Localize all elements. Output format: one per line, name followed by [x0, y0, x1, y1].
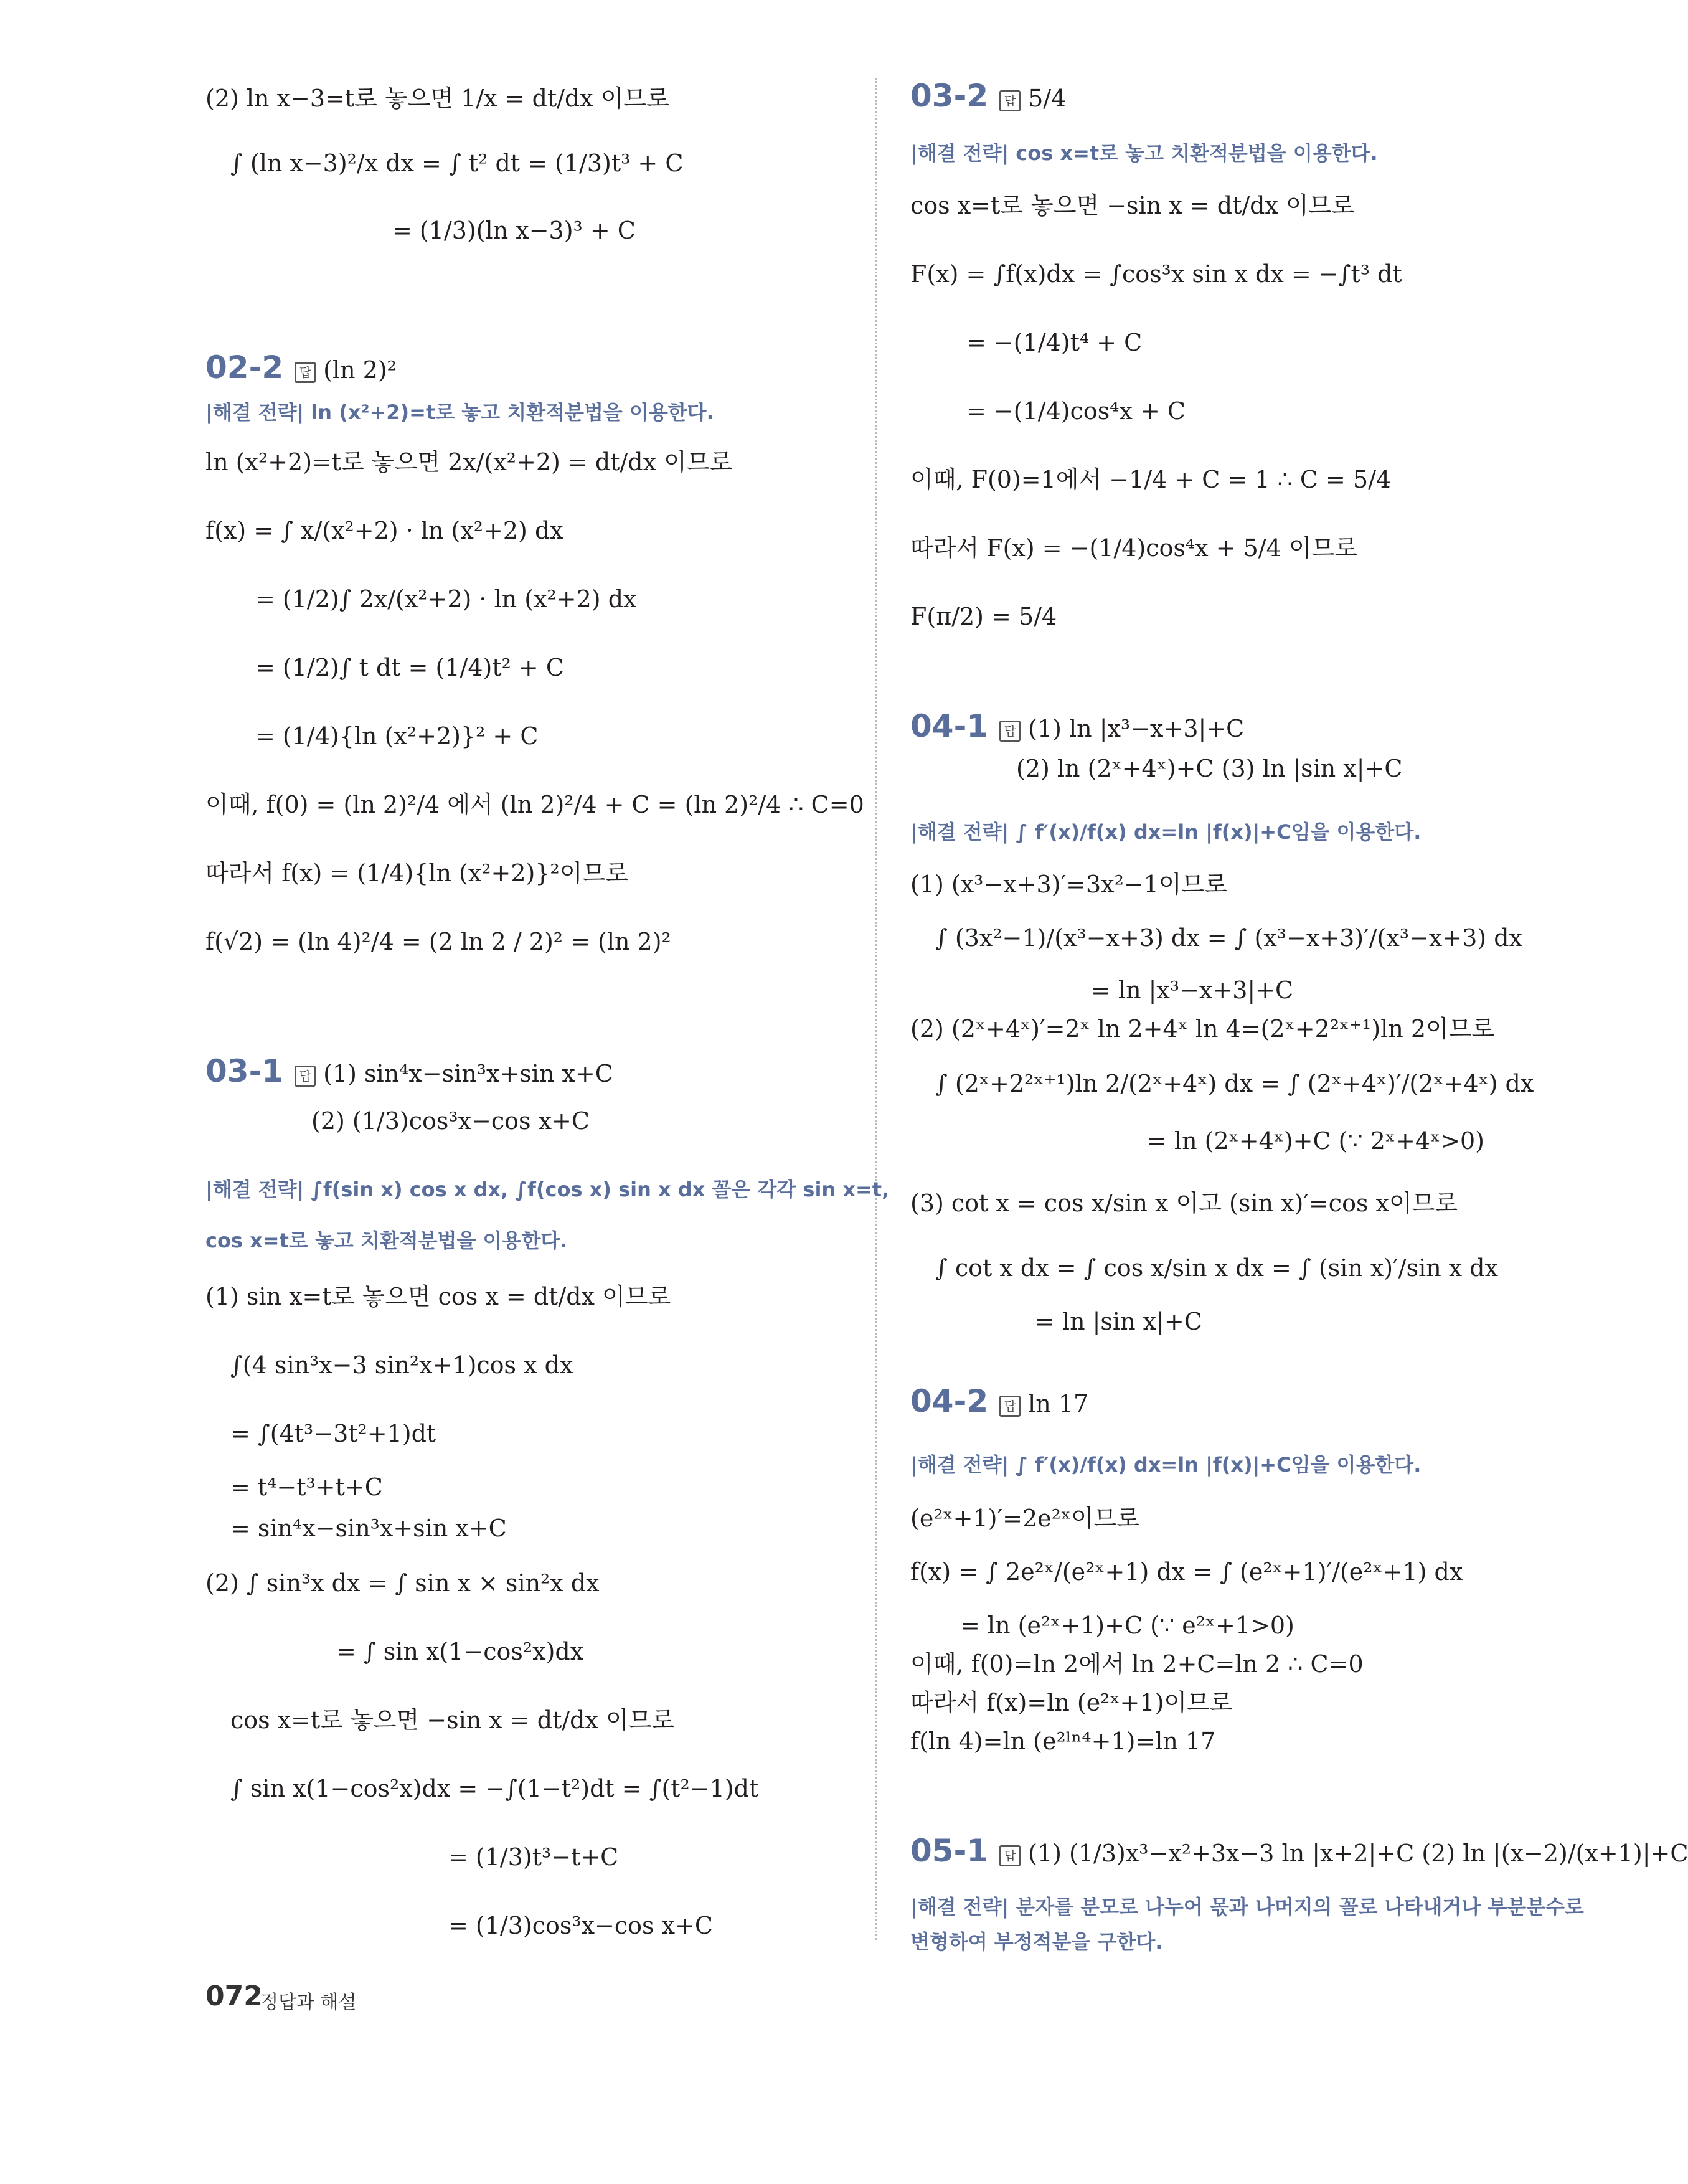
line: = −(1/4)cos⁴x + C: [966, 397, 1186, 425]
line: cos x=t로 놓으면 −sin x = dt/dx 이므로: [230, 1706, 675, 1734]
line: f(ln 4)=ln (e²ˡⁿ⁴+1)=ln 17: [910, 1728, 1216, 1755]
line: ∫ cot x dx = ∫ cos x/sin x dx = ∫ (sin x)′/sin x dx: [935, 1254, 1499, 1282]
line: = (1/2)∫ t dt = (1/4)t² + C: [255, 654, 564, 681]
section-number: 03-2: [910, 78, 989, 114]
line: = ∫(4t³−3t²+1)dt: [230, 1420, 436, 1447]
section-04-1-header: [910, 707, 1244, 747]
answer-icon: 답: [295, 1066, 316, 1087]
line: 이때, F(0)=1에서 −1/4 + C = 1 ∴ C = 5/4: [910, 466, 1392, 493]
line: 따라서 f(x) = (1/4){ln (x²+2)}²이므로: [205, 859, 628, 887]
line: = sin⁴x−sin³x+sin x+C: [230, 1515, 507, 1542]
answer: ln 17: [1028, 1390, 1089, 1417]
p1-line-1: (2) ln x−3=t로 놓으면 1/x = dt/dx 이므로: [205, 85, 669, 112]
answer-icon: 답: [999, 1845, 1021, 1866]
line: = (1/2)∫ 2x/(x²+2) · ln (x²+2) dx: [255, 585, 637, 613]
line: (1) (x³−x+3)′=3x²−1이므로: [910, 871, 1227, 898]
line: F(π/2) = 5/4: [910, 603, 1057, 630]
line: (2) ∫ sin³x dx = ∫ sin x × sin²x dx: [205, 1569, 600, 1597]
p1-line-2: ∫ (ln x−3)²/x dx = ∫ t² dt = (1/3)t³ + C: [230, 149, 684, 177]
line: f(√2) = (ln 4)²/4 = (2 ln 2 / 2)² = (ln 2)²: [205, 928, 671, 955]
answer: (1) (1/3)x³−x²+3x−3 ln |x+2|+C (2) ln |(x−2)/(x+1)|+C: [1028, 1840, 1688, 1867]
line: ∫(4 sin³x−3 sin²x+1)cos x dx: [230, 1351, 573, 1379]
line: f(x) = ∫ 2e²ˣ/(e²ˣ+1) dx = ∫ (e²ˣ+1)′/(e²ˣ+1) dx: [910, 1558, 1463, 1586]
page-number: 072: [205, 1980, 263, 2012]
line: F(x) = ∫f(x)dx = ∫cos³x sin x dx = −∫t³ dt: [910, 260, 1402, 288]
answer-icon: 답: [999, 721, 1021, 742]
answer: (1) sin⁴x−sin³x+sin x+C: [323, 1060, 613, 1087]
section-number: 04-2: [910, 1383, 989, 1419]
line: = ln (e²ˣ+1)+C (∵ e²ˣ+1>0): [960, 1612, 1294, 1639]
line: (3) cot x = cos x/sin x 이고 (sin x)′=cos x이므로: [910, 1189, 1458, 1217]
line: = ln |x³−x+3|+C: [1091, 976, 1294, 1004]
strategy: |해결 전략| cos x=t로 놓고 치환적분법을 이용한다.: [910, 141, 1378, 165]
strategy: |해결 전략| ∫ f′(x)/f(x) dx=ln |f(x)|+C임을 이용한다.: [910, 1453, 1422, 1477]
section-04-2-header: [910, 1383, 1088, 1422]
line: 따라서 f(x)=ln (e²ˣ+1)이므로: [910, 1689, 1233, 1716]
section-02-2-header: [205, 349, 397, 389]
line: = (1/3)cos³x−cos x+C: [448, 1912, 713, 1939]
answer: 5/4: [1028, 85, 1067, 112]
answer: (1) ln |x³−x+3|+C: [1028, 715, 1245, 742]
answer: (ln 2)²: [323, 356, 397, 384]
line: = (1/3)t³−t+C: [448, 1843, 619, 1871]
strategy: |해결 전략| ∫ f′(x)/f(x) dx=ln |f(x)|+C임을 이용한다.: [910, 820, 1422, 844]
strategy: cos x=t로 놓고 치환적분법을 이용한다.: [205, 1229, 568, 1252]
answer-icon: 답: [295, 362, 316, 383]
line: ∫ (2ˣ+2²ˣ⁺¹)ln 2/(2ˣ+4ˣ) dx = ∫ (2ˣ+4ˣ)′/(2ˣ+4ˣ) dx: [935, 1070, 1534, 1097]
line: cos x=t로 놓으면 −sin x = dt/dx 이므로: [910, 192, 1355, 219]
strategy: |해결 전략| ∫f(sin x) cos x dx, ∫f(cos x) sin x dx 꼴은 각각 sin x=t,: [205, 1178, 890, 1201]
line: 이때, f(0)=ln 2에서 ln 2+C=ln 2 ∴ C=0: [910, 1650, 1364, 1678]
section-03-2-header: [910, 77, 1066, 117]
line: ∫ sin x(1−cos²x)dx = −∫(1−t²)dt = ∫(t²−1)dt: [230, 1775, 759, 1802]
line: = ln |sin x|+C: [1035, 1308, 1202, 1335]
line: = −(1/4)t⁴ + C: [966, 329, 1143, 356]
line: (2) (2ˣ+4ˣ)′=2ˣ ln 2+4ˣ ln 4=(2ˣ+2²ˣ⁺¹)ln 2이므로: [910, 1015, 1495, 1042]
answer-icon: 답: [999, 1396, 1021, 1417]
line: = (1/4){ln (x²+2)}² + C: [255, 722, 539, 750]
p1-line-3: = (1/3)(ln x−3)³ + C: [392, 217, 636, 244]
line: ∫ (3x²−1)/(x³−x+3) dx = ∫ (x³−x+3)′/(x³−x+3) dx: [935, 924, 1522, 952]
line: f(x) = ∫ x/(x²+2) · ln (x²+2) dx: [205, 517, 563, 544]
strategy: |해결 전략| 분자를 분모로 나누어 몫과 나머지의 꼴로 나타내거나 부분분수로: [910, 1895, 1584, 1919]
section-number: 03-1: [205, 1053, 284, 1089]
line: = ∫ sin x(1−cos²x)dx: [336, 1638, 584, 1665]
section-number: 02-2: [205, 349, 284, 385]
section-05-1-header: [910, 1832, 1688, 1872]
answer-icon: 답: [999, 90, 1021, 111]
line: (e²ˣ+1)′=2e²ˣ이므로: [910, 1505, 1140, 1532]
section-number: 05-1: [910, 1833, 989, 1869]
answer: (2) (1/3)cos³x−cos x+C: [311, 1107, 590, 1135]
strategy: 변형하여 부정적분을 구한다.: [910, 1930, 1163, 1954]
section-number: 04-1: [910, 708, 989, 744]
line: (1) sin x=t로 놓으면 cos x = dt/dx 이므로: [205, 1283, 671, 1310]
line: = ln (2ˣ+4ˣ)+C (∵ 2ˣ+4ˣ>0): [1147, 1127, 1485, 1155]
column-divider: [875, 78, 877, 1940]
line: 이때, f(0) = (ln 2)²/4 에서 (ln 2)²/4 + C = (ln 2)²/4 ∴ C=0: [205, 791, 864, 818]
strategy: |해결 전략| ln (x²+2)=t로 놓고 치환적분법을 이용한다.: [205, 400, 714, 424]
section-03-1-header: [205, 1052, 613, 1092]
line: 따라서 F(x) = −(1/4)cos⁴x + 5/4 이므로: [910, 534, 1357, 562]
answer: (2) ln (2ˣ+4ˣ)+C (3) ln |sin x|+C: [1016, 755, 1403, 782]
footer-title: 정답과 해설: [260, 1992, 357, 2013]
line: ln (x²+2)=t로 놓으면 2x/(x²+2) = dt/dx 이므로: [205, 448, 733, 476]
line: = t⁴−t³+t+C: [230, 1473, 383, 1501]
